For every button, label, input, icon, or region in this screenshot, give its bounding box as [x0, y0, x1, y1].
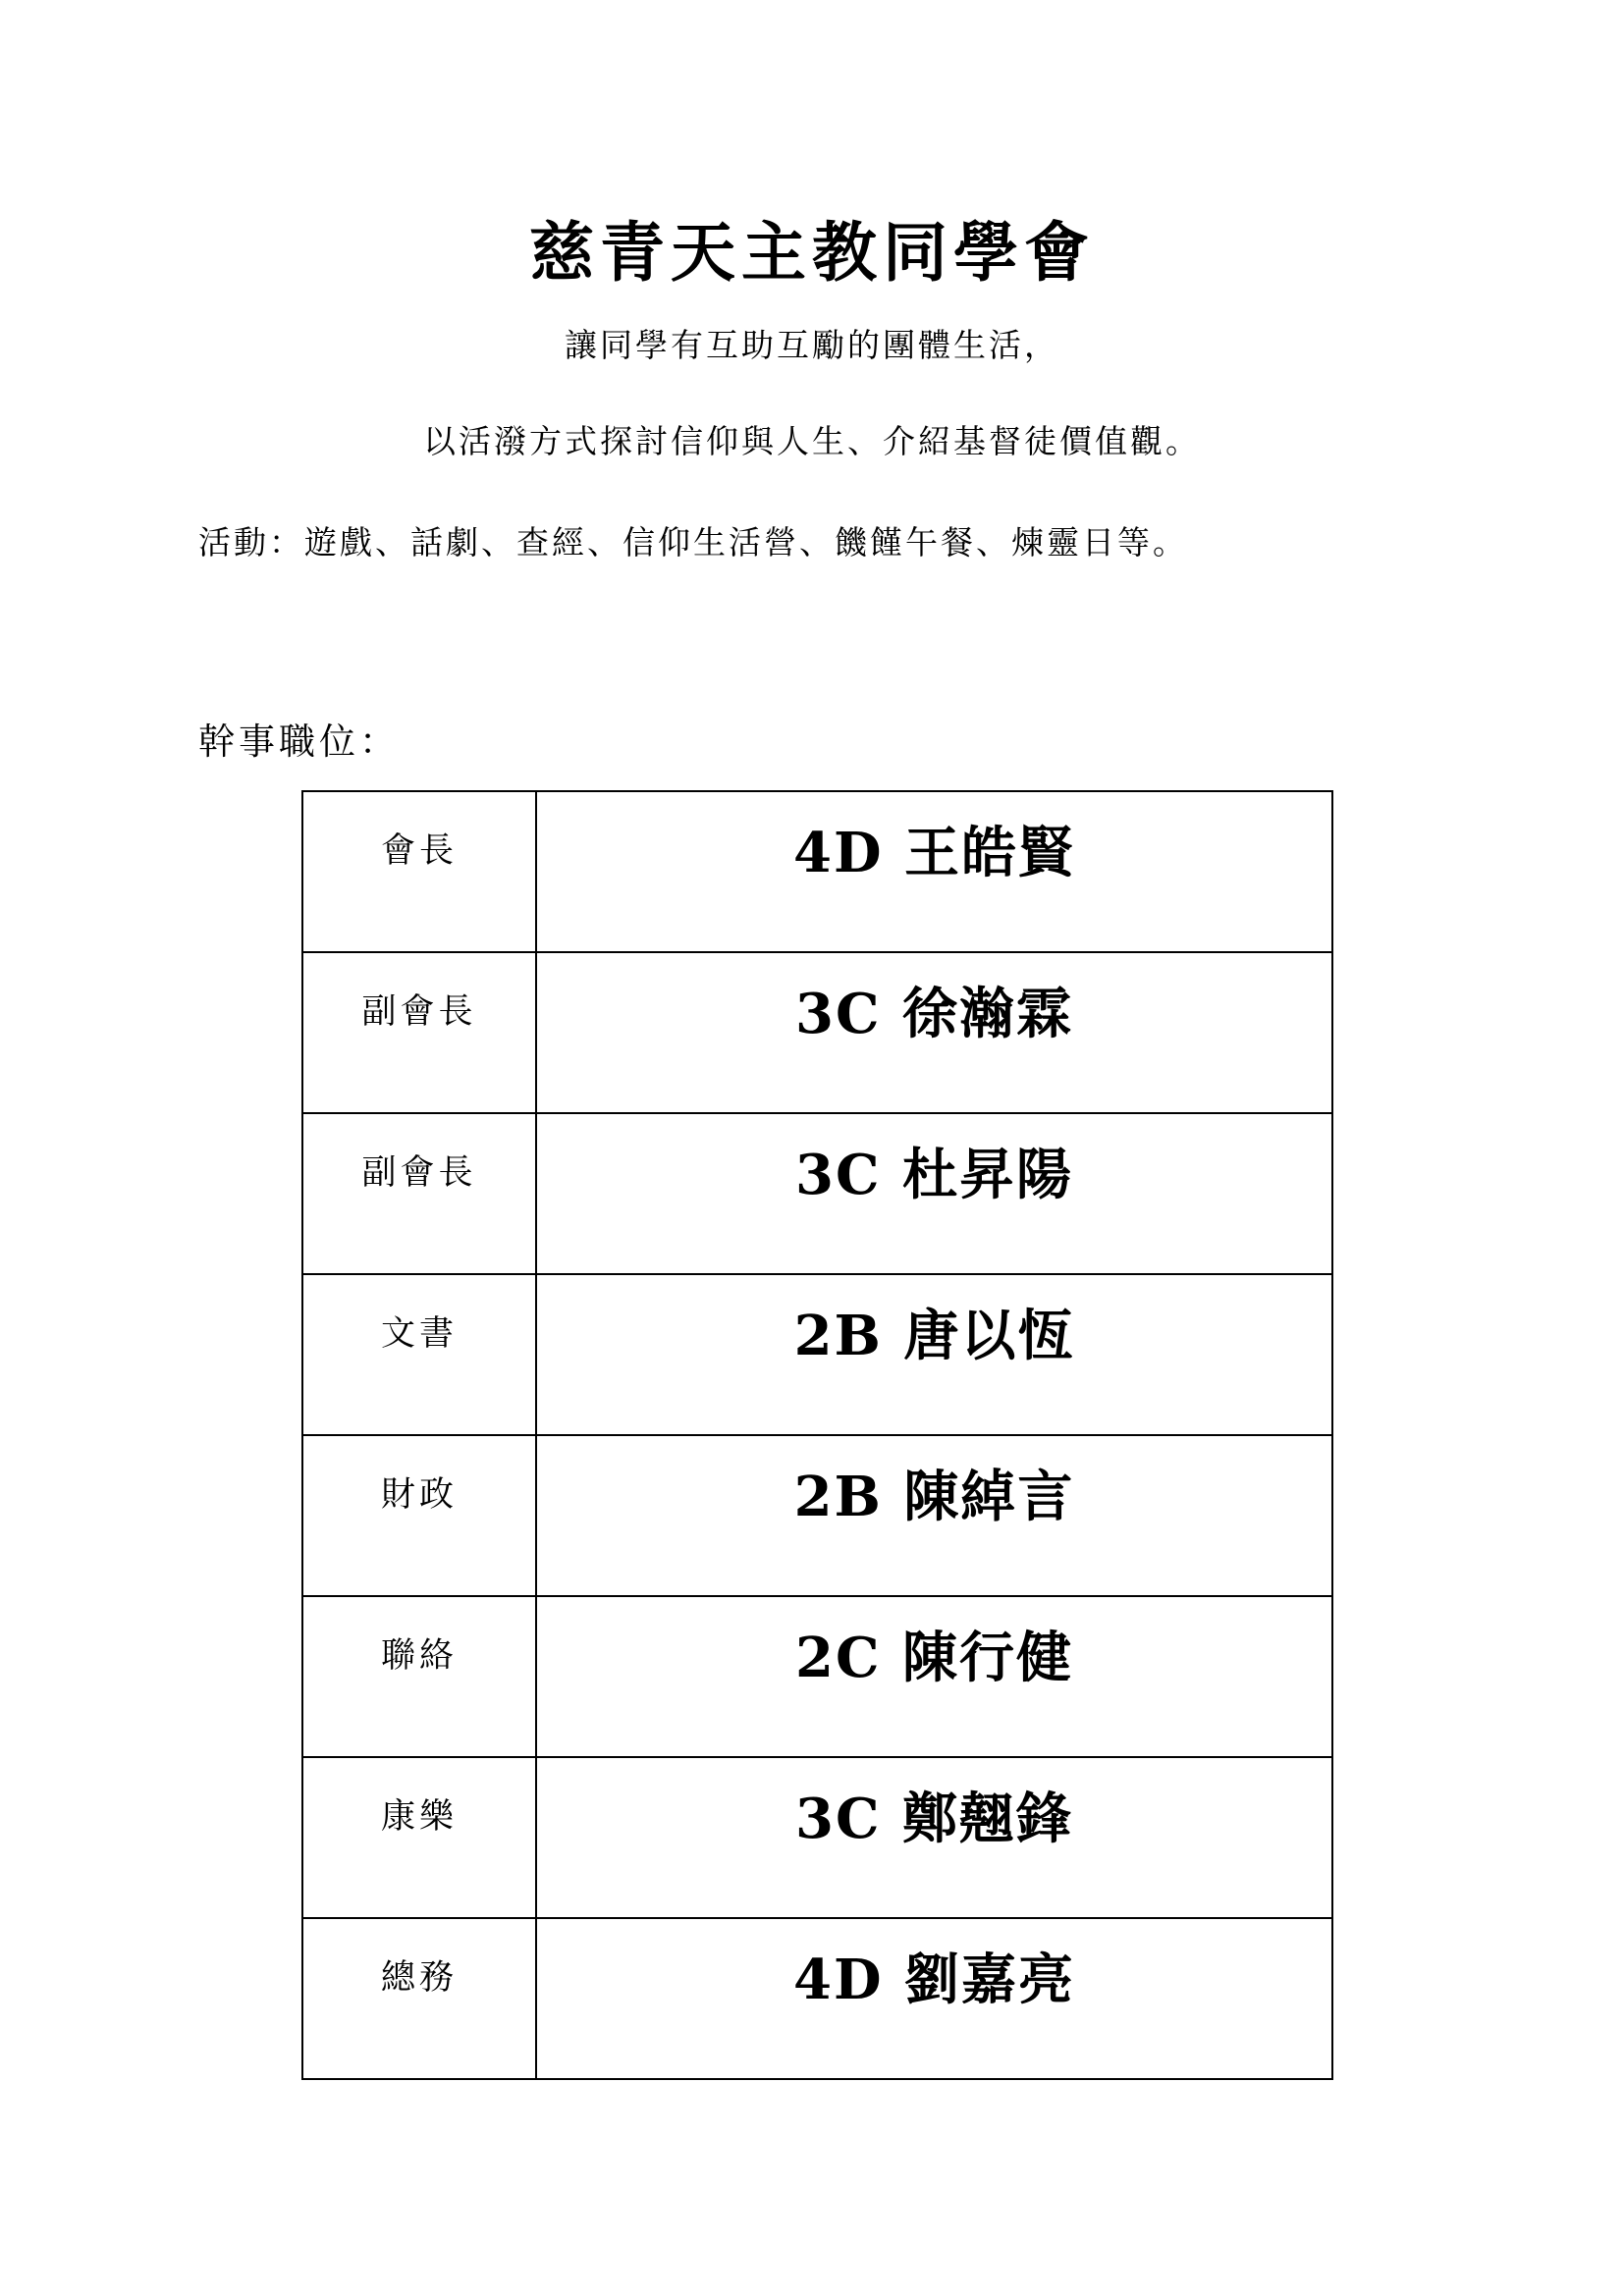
- officer-holder: 3C 鄭翹鋒: [536, 1757, 1332, 1918]
- officer-holder: 2B 陳綽言: [536, 1435, 1332, 1596]
- officer-role: 總務: [302, 1918, 536, 2079]
- officer-row: [302, 1113, 1332, 1274]
- officer-holder: 2C 陳行健: [536, 1596, 1332, 1757]
- officer-holder: 2B 唐以恆: [536, 1274, 1332, 1435]
- page-title: 慈青天主教同學會: [529, 214, 1095, 291]
- officer-row: [302, 1596, 1332, 1757]
- officer-role: 副會長: [302, 952, 536, 1113]
- officer-row: [302, 1757, 1332, 1918]
- officer-row: [302, 1435, 1332, 1596]
- officer-holder: 4D 王皓賢: [536, 791, 1332, 952]
- officer-row: [302, 1274, 1332, 1435]
- officer-row: [302, 1918, 1332, 2079]
- description-line-2: 以活潑方式探討信仰與人生、介紹基督徒價值觀。: [423, 422, 1201, 460]
- officer-role: 會長: [302, 791, 536, 952]
- officer-role: 文書: [302, 1274, 536, 1435]
- officer-row: [302, 952, 1332, 1113]
- officer-holder: 3C 杜昇陽: [536, 1113, 1332, 1274]
- officer-role: 副會長: [302, 1113, 536, 1274]
- officer-role: 康樂: [302, 1757, 536, 1918]
- officers-heading: 幹事職位：: [198, 721, 400, 763]
- officer-holder: 4D 劉嘉亮: [536, 1918, 1332, 2079]
- description-line-1: 讓同學有互助互勵的團體生活，: [565, 326, 1059, 364]
- officer-role: 聯絡: [302, 1596, 536, 1757]
- officer-holder: 3C 徐瀚霖: [536, 952, 1332, 1113]
- officer-role: 財政: [302, 1435, 536, 1596]
- activities-line: 活動：遊戲、話劇、查經、信仰生活營、饑饉午餐、煉靈日等。: [198, 523, 1188, 561]
- officer-row: [302, 791, 1332, 952]
- officers-table: [301, 790, 1333, 2080]
